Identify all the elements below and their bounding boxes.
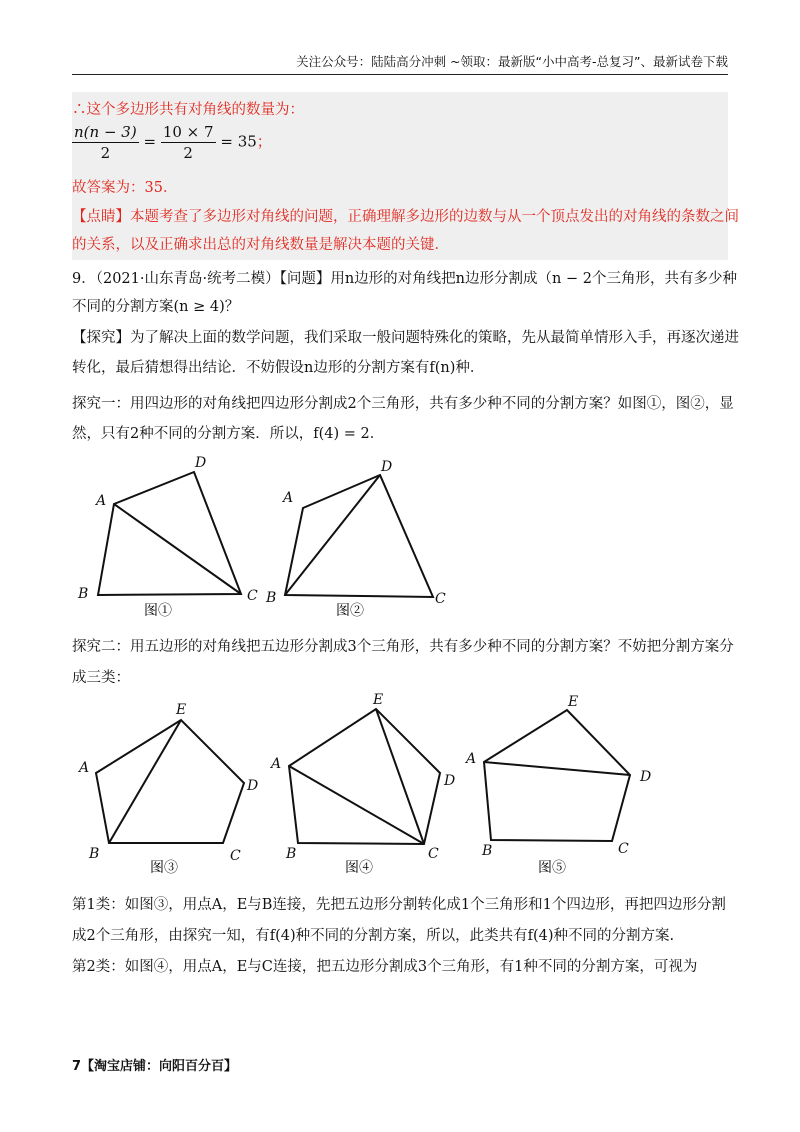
fig3-label-e: E: [176, 702, 187, 718]
fraction-1-denominator: 2: [100, 144, 111, 162]
page-header: [72, 54, 728, 75]
class2-line-1: 第2类：如图④，用点A，E与C连接，把五边形分割成3个三角形，有1种不同的分割方案，可视为: [72, 959, 698, 975]
fig3-caption: 图③: [150, 860, 178, 876]
figure-3: [96, 720, 244, 843]
fig5-label-e: E: [568, 694, 579, 710]
fig2-label-a: A: [283, 490, 294, 506]
fig4-diagonal-ec: [376, 709, 424, 844]
fig3-label-a: A: [79, 760, 90, 776]
fig4-label-c: C: [428, 846, 439, 862]
fig2-quadrilateral: [285, 475, 433, 597]
footer-text: 7【淘宝店铺：向阳百分百】: [72, 1059, 238, 1074]
explore1-line-1: 探究一：用四边形的对角线把四边形分割成2个三角形，共有多少种不同的分割方案？如图①，图②，显: [72, 396, 734, 412]
answer-box: [72, 92, 739, 260]
figure-2: [285, 475, 433, 597]
figure-5: [484, 710, 630, 841]
figure-1: [98, 472, 241, 595]
explore2-line-2: 成三类：: [72, 670, 130, 686]
answer-formula: [72, 122, 272, 163]
class1-line-2: 成2个三角形，由探究一知，有f(4)种不同的分割方案，所以，此类共有f(4)种不同的分割方案.: [72, 928, 675, 944]
equals-sign: =: [143, 132, 157, 151]
fig4-label-d: D: [444, 773, 456, 789]
figure-row-quadrilaterals: [0, 450, 800, 625]
fraction-2-denominator: 2: [183, 144, 193, 162]
fraction-1-numerator: n(n − 3): [74, 123, 137, 141]
fig4-caption: 图④: [345, 860, 373, 876]
fig4-label-e: E: [373, 692, 384, 708]
answer-line-3: 故答案为：35．: [72, 180, 178, 196]
fig2-label-b: B: [266, 590, 277, 606]
fraction-1: [72, 122, 139, 163]
fig4-label-b: B: [286, 846, 297, 862]
fig5-label-d: D: [640, 769, 652, 785]
explore2-line-1: 探究二：用五边形的对角线把五边形分割成3个三角形，共有多少种不同的分割方案？不妨把分割方案分: [72, 639, 734, 655]
fig2-diagonal-bd: [285, 475, 380, 595]
formula-semicolon: ；: [256, 132, 272, 151]
fig1-label-a: A: [96, 493, 107, 509]
figure-row-pentagons: [0, 690, 800, 890]
figure-4: [289, 709, 440, 844]
header-text: 关注公众号：陆陆高分冲刺 ~领取：最新版“小中高考-总复习”、最新试卷下载: [296, 54, 728, 69]
fraction-2: [161, 122, 216, 163]
answer-line-1: ∴这个多边形共有对角线的数量为：: [72, 102, 304, 118]
fig3-diagonal-be: [109, 720, 181, 843]
fig2-label-d: D: [381, 459, 393, 475]
fig5-label-a: A: [466, 751, 477, 767]
explore-line-2: 转化，最后猜想得出结论．不妨假设n边形的分割方案有f(n)种．: [72, 360, 485, 376]
fig5-label-c: C: [618, 841, 629, 857]
fig1-caption: 图①: [144, 603, 172, 619]
comment-line-2: 的关系，以及正确求出总的对角线数量是解决本题的关键．: [72, 237, 449, 253]
fig5-label-b: B: [482, 843, 493, 859]
fraction-2-numerator: 10 × 7: [162, 123, 214, 141]
explore-line-1: 【探究】为了解决上面的数学问题，我们采取一般问题特殊化的策略，先从最简单情形入手，再逐次递进: [72, 330, 739, 346]
fig2-caption: 图②: [336, 603, 364, 619]
question-line-1: 9．（2021·山东青岛·统考二模）【问题】用n边形的对角线把n边形分割成（n − 2个三角形，共有多少种: [72, 271, 737, 287]
formula-result: = 35: [220, 132, 257, 151]
fig3-label-d: D: [247, 778, 259, 794]
fig1-label-d: D: [195, 455, 207, 471]
fig3-label-b: B: [89, 846, 100, 862]
fig5-caption: 图⑤: [538, 860, 566, 876]
question-line-2: 不同的分割方案(n ≥ 4)？: [72, 299, 240, 315]
fig5-pentagon: [484, 710, 630, 841]
fig4-diagonal-ac: [289, 766, 424, 844]
class1-line-1: 第1类：如图③，用点A，E与B连接，先把五边形分割转化成1个三角形和1个四边形，再把四边形分割: [72, 897, 726, 913]
fig5-diagonal-ad: [484, 762, 630, 775]
explore1-line-2: 然，只有2种不同的分割方案．所以，f(4) = 2．: [72, 426, 385, 442]
fig1-label-c: C: [247, 588, 258, 604]
fig1-label-b: B: [78, 586, 89, 602]
comment-line-1: 【点睛】本题考查了多边形对角线的问题，正确理解多边形的边数与从一个顶点发出的对角线的条数之间: [72, 209, 739, 225]
fig4-label-a: A: [271, 756, 282, 772]
fig1-quadrilateral: [98, 472, 241, 595]
fig1-diagonal-ac: [114, 504, 241, 594]
fig3-label-c: C: [230, 848, 241, 864]
page-footer: [72, 1055, 237, 1074]
fig2-label-c: C: [435, 591, 446, 607]
